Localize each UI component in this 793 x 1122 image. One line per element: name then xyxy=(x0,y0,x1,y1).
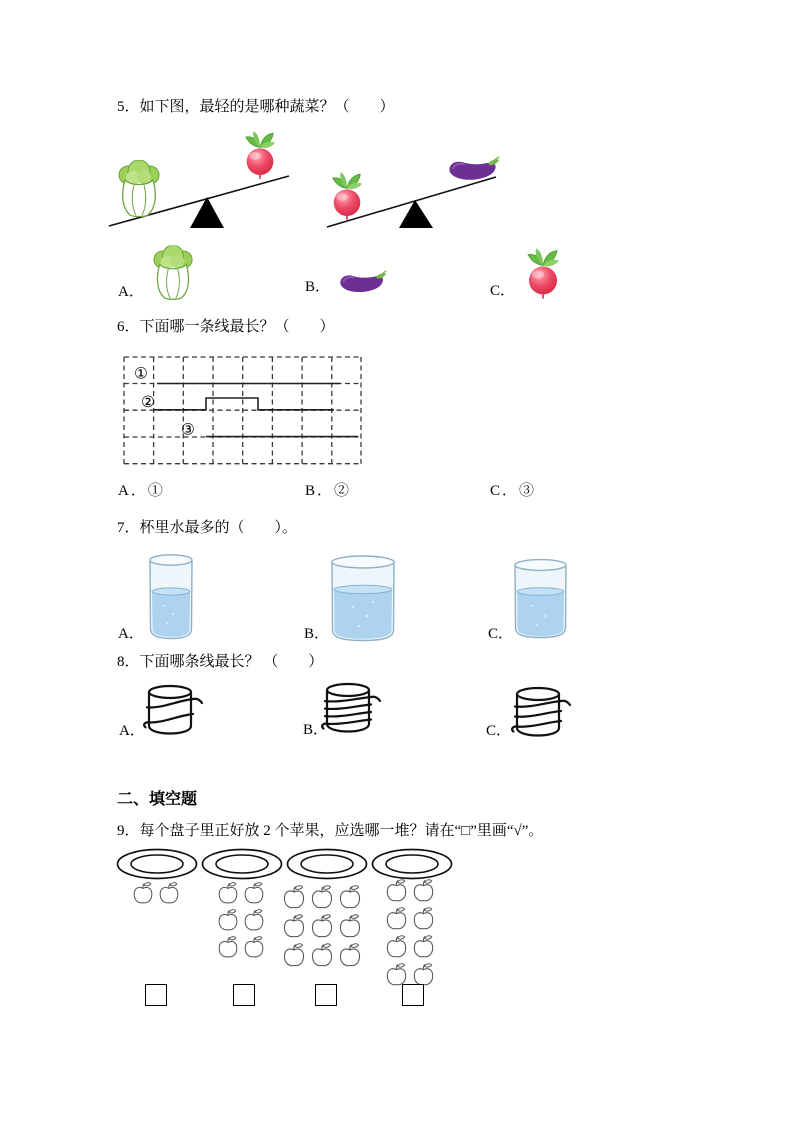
apple-icon xyxy=(411,934,436,959)
cabbage-icon xyxy=(152,245,194,301)
wire-end xyxy=(561,701,570,705)
plate-icon xyxy=(286,848,368,880)
q6-option-b xyxy=(305,479,351,500)
wire-cylinder-c-icon xyxy=(510,684,572,742)
apple-icon xyxy=(384,906,409,931)
q8-option-c: C． xyxy=(486,723,512,739)
q8-option-a: A． xyxy=(119,723,145,739)
q7-option-c: C． xyxy=(488,626,514,642)
apple-icon xyxy=(242,908,266,932)
eggplant-icon xyxy=(449,157,499,180)
apple-icon xyxy=(384,934,409,959)
option-c-label: C． xyxy=(490,283,516,299)
plate-row xyxy=(116,848,453,880)
answer-checkbox-1[interactable] xyxy=(145,984,167,1006)
apple-icon xyxy=(309,884,335,910)
answer-checkbox-4[interactable] xyxy=(402,984,424,1006)
plate-icon xyxy=(371,848,453,880)
apple-icon xyxy=(216,935,240,959)
q7-option-b: B． xyxy=(304,626,330,642)
apple-icon xyxy=(309,913,335,939)
answer-checkbox-3[interactable] xyxy=(315,984,337,1006)
option-a-label: A． xyxy=(118,483,148,499)
apple-icon xyxy=(281,942,307,968)
water-cup-a-icon xyxy=(147,551,195,641)
wire-cylinder-a-icon xyxy=(142,682,204,740)
plate-icon xyxy=(116,848,198,880)
line-2-label: ② xyxy=(141,394,155,411)
dashed-grid-figure xyxy=(123,356,363,468)
apple-icon xyxy=(242,881,266,905)
apple-icon xyxy=(411,906,436,931)
apple-icon xyxy=(131,881,155,905)
apple-group-4 xyxy=(384,878,437,987)
question-9-text: 9．每个盘子里正好放 2 个苹果，应选哪一堆？请在“□”里画“√”。 xyxy=(117,823,544,839)
water-cup-c-icon xyxy=(512,556,569,640)
option-a-value: ① xyxy=(147,483,165,499)
q8-option-b: B． xyxy=(303,722,329,738)
option-b-value: ② xyxy=(334,483,352,499)
q5-option-c xyxy=(490,247,563,300)
q5-option-a xyxy=(118,245,194,301)
apple-icon xyxy=(242,935,266,959)
radish-icon xyxy=(523,247,563,300)
radish-icon xyxy=(246,131,275,179)
wire-end xyxy=(193,699,202,703)
q7-option-a: A． xyxy=(118,626,144,642)
apple-group-2 xyxy=(216,881,267,959)
apple-icon xyxy=(337,913,363,939)
plate-icon xyxy=(201,848,283,880)
apple-icon xyxy=(384,878,409,903)
option-c-label: C． xyxy=(490,483,520,499)
answer-checkbox-2[interactable] xyxy=(233,984,255,1006)
q5-option-b xyxy=(305,270,388,296)
eggplant-icon xyxy=(338,270,388,296)
apple-group-1 xyxy=(131,881,182,905)
seesaw-figure-1 xyxy=(103,127,298,232)
q6-option-a xyxy=(118,479,165,500)
question-5-text: 5．如下图，最轻的是哪种蔬菜？（ ） xyxy=(117,99,395,115)
apple-icon xyxy=(337,942,363,968)
apple-icon xyxy=(216,908,240,932)
line-3-label: ③ xyxy=(181,421,195,439)
apple-icon xyxy=(411,878,436,903)
question-8-text: 8．下面哪条线最长？ （ ） xyxy=(117,654,324,670)
option-c-value: ③ xyxy=(519,483,537,499)
line-1-label: ① xyxy=(134,365,148,383)
apple-icon xyxy=(281,913,307,939)
apple-icon xyxy=(157,881,181,905)
radish-icon xyxy=(333,172,362,220)
wire-end xyxy=(371,697,380,701)
apple-icon xyxy=(337,884,363,910)
apple-icon xyxy=(309,942,335,968)
line-2 xyxy=(154,398,334,410)
wire-end xyxy=(512,727,515,732)
question-7-text: 7．杯里水最多的（ ）。 xyxy=(117,520,298,536)
option-a-label: A． xyxy=(118,284,144,300)
cabbage-icon xyxy=(119,160,159,217)
option-b-label: B． xyxy=(305,483,335,499)
q6-option-c xyxy=(490,479,536,500)
apple-group-3 xyxy=(281,884,364,968)
section-2-header: 二、填空题 xyxy=(117,791,198,808)
option-b-label: B． xyxy=(305,279,331,295)
water-cup-b-icon xyxy=(329,552,397,643)
apple-icon xyxy=(281,884,307,910)
apple-icon xyxy=(216,881,240,905)
question-6-text: 6．下面哪一条线最长？（ ） xyxy=(117,319,335,335)
wire-cylinder-b-icon xyxy=(320,680,382,738)
seesaw-figure-2 xyxy=(320,140,505,232)
